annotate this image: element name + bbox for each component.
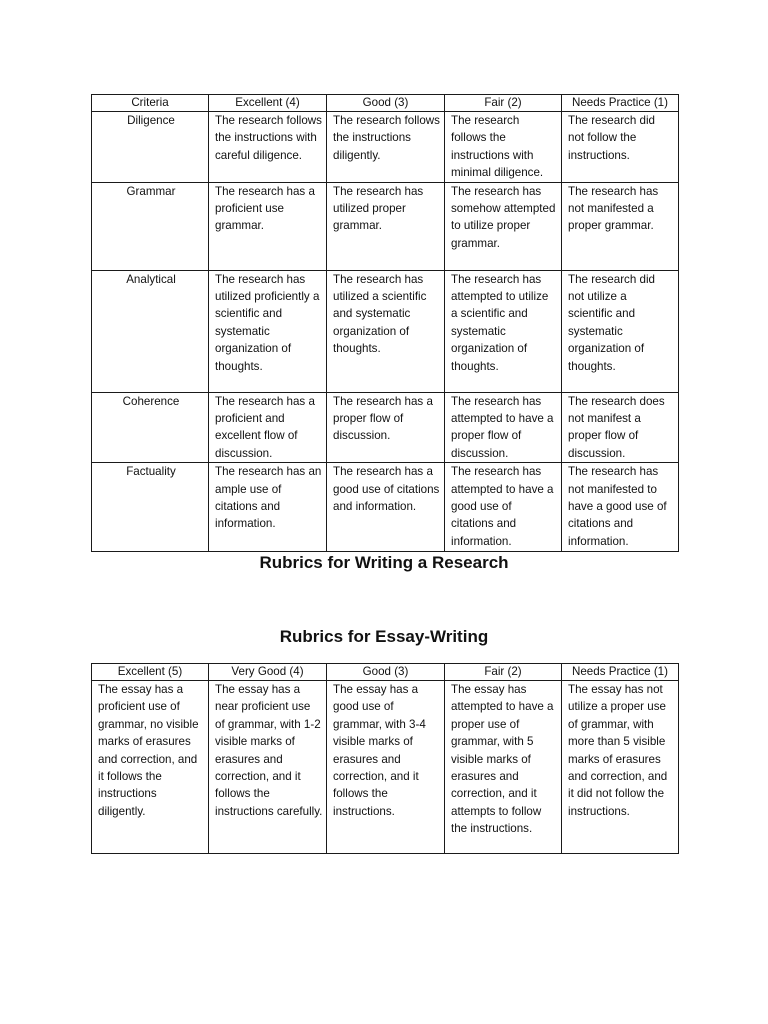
rubric-cell: The research follows the instructions with minimal diligence. [445, 112, 562, 183]
research-rubric-caption: Rubrics for Writing a Research [259, 553, 509, 572]
rubric-cell: The research did not utilize a scientific and systematic organization of thoughts. [562, 270, 679, 392]
criterion-label: Analytical [92, 270, 209, 392]
header-excellent: Excellent (5) [92, 664, 209, 681]
essay-rubric-caption: Rubrics for Essay-Writing [279, 627, 489, 646]
header-needs-practice: Needs Practice (1) [562, 664, 679, 681]
rubric-cell: The research did not follow the instructions. [562, 112, 679, 183]
research-header-row [92, 95, 679, 112]
table-row [92, 681, 679, 854]
rubric-cell: The research has attempted to have a proper flow of discussion. [445, 392, 562, 463]
header-criteria: Criteria [92, 95, 209, 112]
criterion-label: Grammar [92, 182, 209, 270]
header-very-good: Very Good (4) [209, 664, 327, 681]
rubric-cell: The research has utilized a scientific and systematic organization of thoughts. [327, 270, 445, 392]
rubric-cell: The essay has attempted to have a proper use of grammar, with 5 visible marks of erasures and correction, and it attempts to follow the instructions. [445, 681, 562, 854]
rubric-cell: The research has not manifested to have a good use of citations and information. [562, 463, 679, 552]
header-good: Good (3) [327, 95, 445, 112]
research-rubric-table [91, 94, 679, 552]
header-good: Good (3) [327, 664, 445, 681]
essay-header-row [92, 664, 679, 681]
rubric-cell: The research has not manifested a proper grammar. [562, 182, 679, 270]
table-row [92, 182, 679, 270]
rubric-cell: The research has an ample use of citations and information. [209, 463, 327, 552]
header-fair: Fair (2) [445, 95, 562, 112]
table-row [92, 112, 679, 183]
rubric-cell: The research has attempted to utilize a scientific and systematic organization of thoughts. [445, 270, 562, 392]
header-needs-practice: Needs Practice (1) [562, 95, 679, 112]
criterion-label: Coherence [92, 392, 209, 463]
rubric-cell: The research has attempted to have a good use of citations and information. [445, 463, 562, 552]
table-row [92, 392, 679, 463]
rubric-cell: The research does not manifest a proper flow of discussion. [562, 392, 679, 463]
criterion-label: Factuality [92, 463, 209, 552]
rubric-cell: The research has a good use of citations and information. [327, 463, 445, 552]
header-fair: Fair (2) [445, 664, 562, 681]
essay-rubric-table [91, 663, 679, 854]
criterion-label: Diligence [92, 112, 209, 183]
rubric-cell: The research has somehow attempted to utilize proper grammar. [445, 182, 562, 270]
rubric-cell: The essay has a proficient use of grammar, no visible marks of erasures and correction, and it follows the instructions diligently. [92, 681, 209, 854]
header-excellent: Excellent (4) [209, 95, 327, 112]
rubric-cell: The essay has a near proficient use of grammar, with 1-2 visible marks of erasures and correction, and it follows the instructions carefully. [209, 681, 327, 854]
rubric-cell: The essay has not utilize a proper use of grammar, with more than 5 visible marks of erasures and correction, and it did not follow the instructions. [562, 681, 679, 854]
rubric-cell: The research has a proficient use grammar. [209, 182, 327, 270]
rubric-cell: The research has utilized proper grammar. [327, 182, 445, 270]
table-row [92, 463, 679, 552]
table-row [92, 270, 679, 392]
rubric-cell: The research follows the instructions with careful diligence. [209, 112, 327, 183]
rubric-cell: The research has utilized proficiently a scientific and systematic organization of thoughts. [209, 270, 327, 392]
rubric-cell: The research has a proper flow of discussion. [327, 392, 445, 463]
rubric-cell: The essay has a good use of grammar, with 3-4 visible marks of erasures and correction, and it follows the instructions. [327, 681, 445, 854]
rubric-cell: The research has a proficient and excellent flow of discussion. [209, 392, 327, 463]
rubric-cell: The research follows the instructions diligently. [327, 112, 445, 183]
